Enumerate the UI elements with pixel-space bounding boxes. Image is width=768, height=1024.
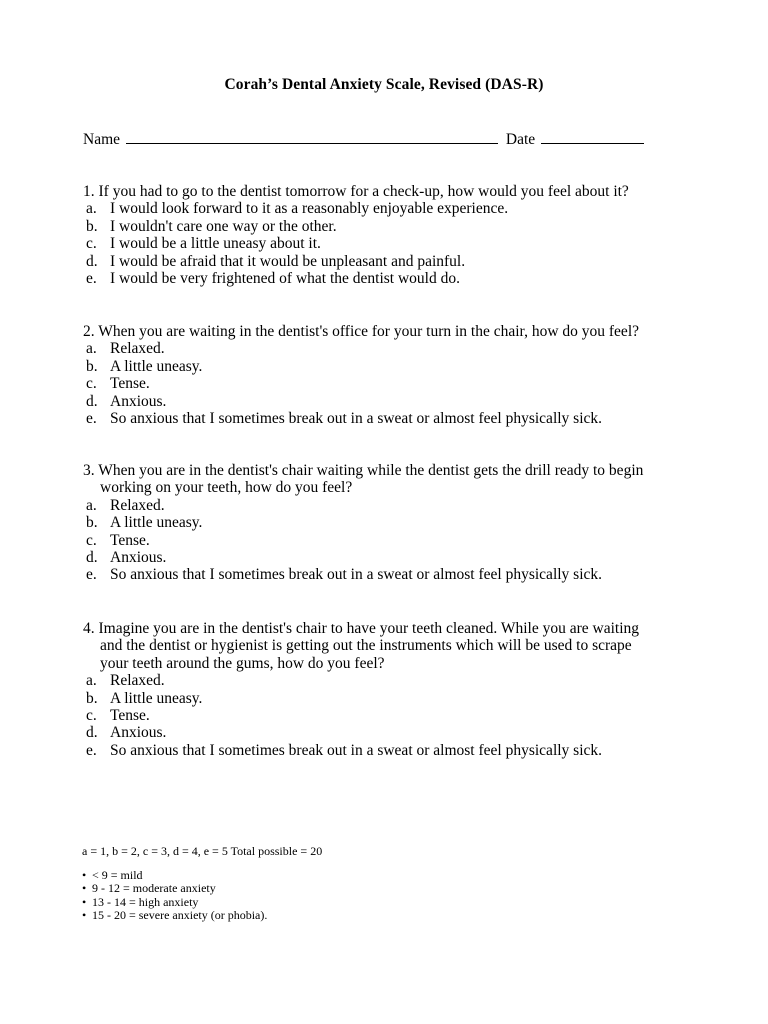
question-text: 1. If you had to go to the dentist tomorrow for a check-up, how would you feel about it?: [83, 183, 629, 200]
score-range-high: • 13 - 14 = high anxiety: [82, 894, 199, 909]
bullet-icon: •: [82, 894, 87, 909]
option-d[interactable]: d. Anxious.: [86, 392, 167, 410]
option-d[interactable]: d. I would be afraid that it would be unpleasant and painful.: [86, 252, 466, 270]
option-a[interactable]: a. Relaxed.: [86, 496, 165, 514]
option-a[interactable]: a. I would look forward to it as a reasonably enjoyable experience.: [86, 200, 509, 218]
scoring-key: [82, 845, 322, 923]
name-label: Name: [83, 131, 121, 148]
option-a[interactable]: a. Relaxed.: [86, 672, 165, 690]
bullet-icon: •: [82, 881, 87, 895]
question-text-continued: your teeth around the gums, how do you feel?: [100, 654, 385, 672]
option-b[interactable]: b. A little uneasy.: [86, 689, 203, 707]
name-field[interactable]: [126, 129, 498, 144]
question-text-continued: and the dentist or hygienist is getting out the instruments which will be used to scrape: [100, 637, 632, 655]
option-c[interactable]: c. Tense.: [86, 375, 150, 393]
score-range-severe: • 15 - 20 = severe anxiety (or phobia).: [82, 908, 268, 922]
question-text: 4. Imagine you are in the dentist's chair to have your teeth cleaned. While you are waiting: [83, 620, 640, 637]
score-range-moderate: • 9 - 12 = moderate anxiety: [82, 881, 216, 895]
date-label: Date: [505, 131, 536, 148]
question-text-continued: working on your teeth, how do you feel?: [100, 479, 353, 497]
option-e[interactable]: e. So anxious that I sometimes break out in a sweat or almost feel physically sick.: [86, 741, 603, 759]
date-field[interactable]: [541, 129, 644, 144]
option-e[interactable]: e. So anxious that I sometimes break out in a sweat or almost feel physically sick.: [86, 410, 603, 428]
option-c[interactable]: c. Tense.: [86, 707, 150, 725]
option-a[interactable]: a. Relaxed.: [86, 340, 165, 358]
bullet-icon: •: [82, 867, 87, 882]
option-b[interactable]: b. I wouldn't care one way or the other.: [86, 217, 337, 235]
question-2: [83, 323, 639, 427]
scoring-formula: a = 1, b = 2, c = 3, d = 4, e = 5 Total possible = 20: [82, 844, 323, 858]
option-e[interactable]: e. So anxious that I sometimes break out in a sweat or almost feel physically sick.: [86, 566, 603, 584]
question-text: 3. When you are in the dentist's chair waiting while the dentist gets the drill ready to begin: [83, 462, 644, 479]
name-date-line: [83, 129, 644, 149]
question-3: [83, 462, 643, 584]
score-range-mild: • < 9 = mild: [82, 867, 143, 882]
question-1: [83, 183, 629, 287]
question-text: 2. When you are waiting in the dentist's office for your turn in the chair, how do you feel?: [83, 323, 640, 340]
option-b[interactable]: b. A little uneasy.: [86, 514, 203, 532]
option-e[interactable]: e. I would be very frightened of what the dentist would do.: [86, 270, 460, 288]
option-b[interactable]: b. A little uneasy.: [86, 357, 203, 375]
question-4: [83, 620, 639, 759]
option-c[interactable]: c. Tense.: [86, 531, 150, 549]
option-d[interactable]: d. Anxious.: [86, 724, 167, 742]
option-d[interactable]: d. Anxious.: [86, 549, 167, 567]
bullet-icon: •: [82, 908, 87, 922]
page-title: Corah’s Dental Anxiety Scale, Revised (DAS-R): [224, 76, 544, 93]
option-c[interactable]: c. I would be a little uneasy about it.: [86, 235, 321, 253]
